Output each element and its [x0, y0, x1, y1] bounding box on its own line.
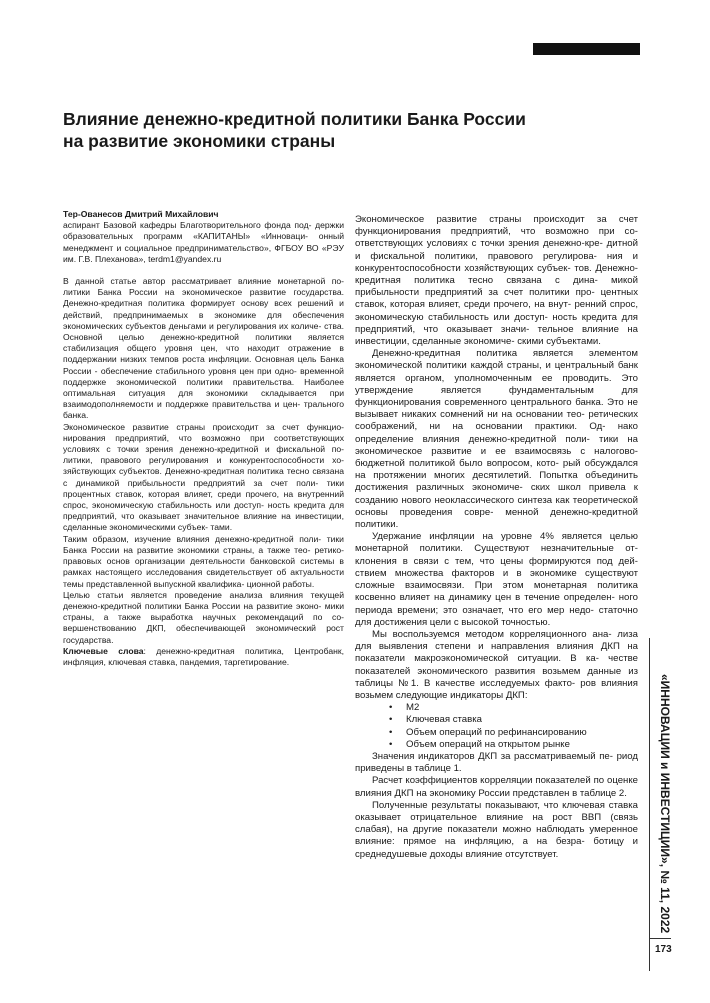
body-paragraph-3: Удержание инфляции на уровне 4% является целью монетарной политики. Существуют незначительные от- клонения в связи с тем, что цены формируются под дей- ствием множества факторов и в экономике существуют сложные взаимосвязи. При этом монетарная политика косвенно влияет на динамику цен в течение определен- ного периода времени; это означает, что его мер недо- статочно для достижения цели с высокой точностью.: [355, 531, 638, 628]
margin-rule: [649, 638, 650, 971]
abstract-paragraph-1: В данной статье автор рассматривает влияние монетарной по- литики Банка России на экономическое развитие государства. Денежно-кредитная политика формирует основу всех решений и действий, предпринимаемых в экономике для обеспечения экономических субъектов деньгами и регулирования их количе- ства. Основной целью денежно-кредитной политики является стабилизация общего уровня цен, что находит отражение в поддержании низких темпов роста инфляции. Основная цель Банка России - обеспечение стабильного уровня цен при одно- временной поддержке экономической политики правительства. Наиболее оптимальная ситуация для экономики складывается при взаимодополняемости и поддержке правительства и цен- трального банка.: [63, 276, 344, 421]
right-column: [355, 214, 638, 861]
page-number: 173: [655, 944, 672, 955]
list-item: • Объем операций по рефинансированию: [389, 727, 638, 739]
body-paragraph-6: Расчет коэффициентов корреляции показателей по оценке влияния ДКП на экономику России представлен в таблице 2.: [355, 775, 638, 799]
body-paragraph-7: Полученные результаты показывают, что ключевая ставка оказывает отрицательное влияние на рост ВВП (связь слабая), на другие показатели можно наблюдать умеренное влияние: прямое на инфляцию, а на безра- ботицу и среднедушевые доходы влияние отсутствует.: [355, 799, 638, 860]
article-title: [63, 108, 623, 152]
body-paragraph-4: Мы воспользуемся методом корреляционного ана- лиза для выявления степени и направления влияния ДКП на показатели макроэкономической ситуации. В ка- честве показателей экономического развития возьмем данные из таблицы №1. В качестве исследуемых факто- ров влияния возьмем следующие индикаторы ДКП:: [355, 628, 638, 701]
keywords: [63, 646, 344, 668]
author-affiliation: аспирант Базовой кафедры Благотворительного фонда под- держки образовательных программ «КАПИТАНЫ» «Инноваци- онный менеджмент и социальное предпринимательство», ФГБОУ ВО «РЭУ им. Г.В. Плеханова», terdm1@yandex.ru: [63, 220, 344, 264]
journal-running-head: «ИННОВАЦИИ и ИНВЕСТИЦИИ», № 11, 2022: [658, 674, 672, 934]
left-column: [63, 209, 344, 668]
body-paragraph-2: Денежно-кредитная политика является элементом экономической политики каждой страны, и центральный банк является органом, уполномоченным ее проводить. Это утверждение является фундаментальным для функционирования современного центрального банка. Это не вызывает никаких сомнений ни на основании тео- ретических соображений, ни на основании практики. Од- нако определение влияния денежно-кредитной поли- тики на экономическое развитие и ее взаимосвязь с налогово-бюджетной политикой было вопросом, кото- рый обсуждался на протяжении многих десятилетий. Попытка объединить достижения различных экономиче- ских школ привела к созданию нового неоклассического синтеза как теоретической основы проведения совре- менной денежно-кредитной политики.: [355, 348, 638, 531]
article-title-line-1: Влияние денежно-кредитной политики Банка России: [63, 109, 526, 129]
author-name: Тер-Ованесов Дмитрий Михайлович: [63, 209, 219, 219]
list-item: • М2: [389, 702, 638, 714]
abstract-paragraph-4: Целью статьи является проведение анализа влияния текущей денежно-кредитной политики Банка России на развитие эконо- мики страны, а также выработка научных рекомендаций по со- вершенствованию ДКП, обеспечивающей экономический рост государства.: [63, 589, 344, 645]
indicator-list: [355, 702, 638, 751]
keywords-text: : денежно-кредитная политика, Центробанк, инфляция, ключевая ставка, пандемия, таргетирование.: [63, 645, 344, 667]
article-title-line-2: на развитие экономики страны: [63, 131, 336, 151]
abstract-paragraph-2: Экономическое развитие страны происходит за счет функцио- нирования предприятий, что возможно при соответствующих условиях с точки зрения денежно-кредитной и фискальной по- литики, правового регулирования и конкурентоспособности хо- зяйствующих субъектов. Денежно-кредитная политика тесно связана с динамикой прибыльности предприятий за счет поли- тики процентных ставок, которая влияет, среди прочего, на внутренний спрос, экономическую стабильность или доступ- ность кредита для предприятий, что оказывает значительное влияние на инвестиции, сделанные экономическими субъек- тами.: [63, 421, 344, 533]
spacer: [63, 265, 344, 276]
body-paragraph-5: Значения индикаторов ДКП за рассматриваемый пе- риод приведены в таблице 1.: [355, 750, 638, 775]
body-paragraph-1: Экономическое развитие страны происходит за счет функционирования предприятий, что возможно при со- ответствующих условиях с точки зрения денежно-кре- дитной и фискальной политики, правового регулирова- ния и конкурентоспособности хозяйствующих субъек- тов. Денежно-кредитная политика тесно связана с дина- микой прибыльности предприятий за счет политики про- центных ставок, которая влияет, среди прочего, на внут- ренний спрос, экономическую стабильность или доступ- ность кредита для предприятий, что оказывает значи- тельное влияние на инвестиции, сделанные экономиче- скими субъектами.: [355, 214, 638, 348]
list-item: • Ключевая ставка: [389, 714, 638, 726]
header-bar-decoration: [533, 43, 640, 55]
list-item: • Объем операций на открытом рынке: [389, 739, 638, 751]
abstract-paragraph-3: Таким образом, изучение влияния денежно-кредитной поли- тики Банка России на развитие экономики страны, а также тео- ретико-правовых основ организации деятельности банковской системы в рамках настоящего исследования свидетельствует об актуальности темы представленной выпускной квалифика- ционной работы.: [63, 533, 344, 589]
keywords-label: Ключевые слова: [63, 645, 144, 656]
page-number-rule: [649, 938, 671, 939]
